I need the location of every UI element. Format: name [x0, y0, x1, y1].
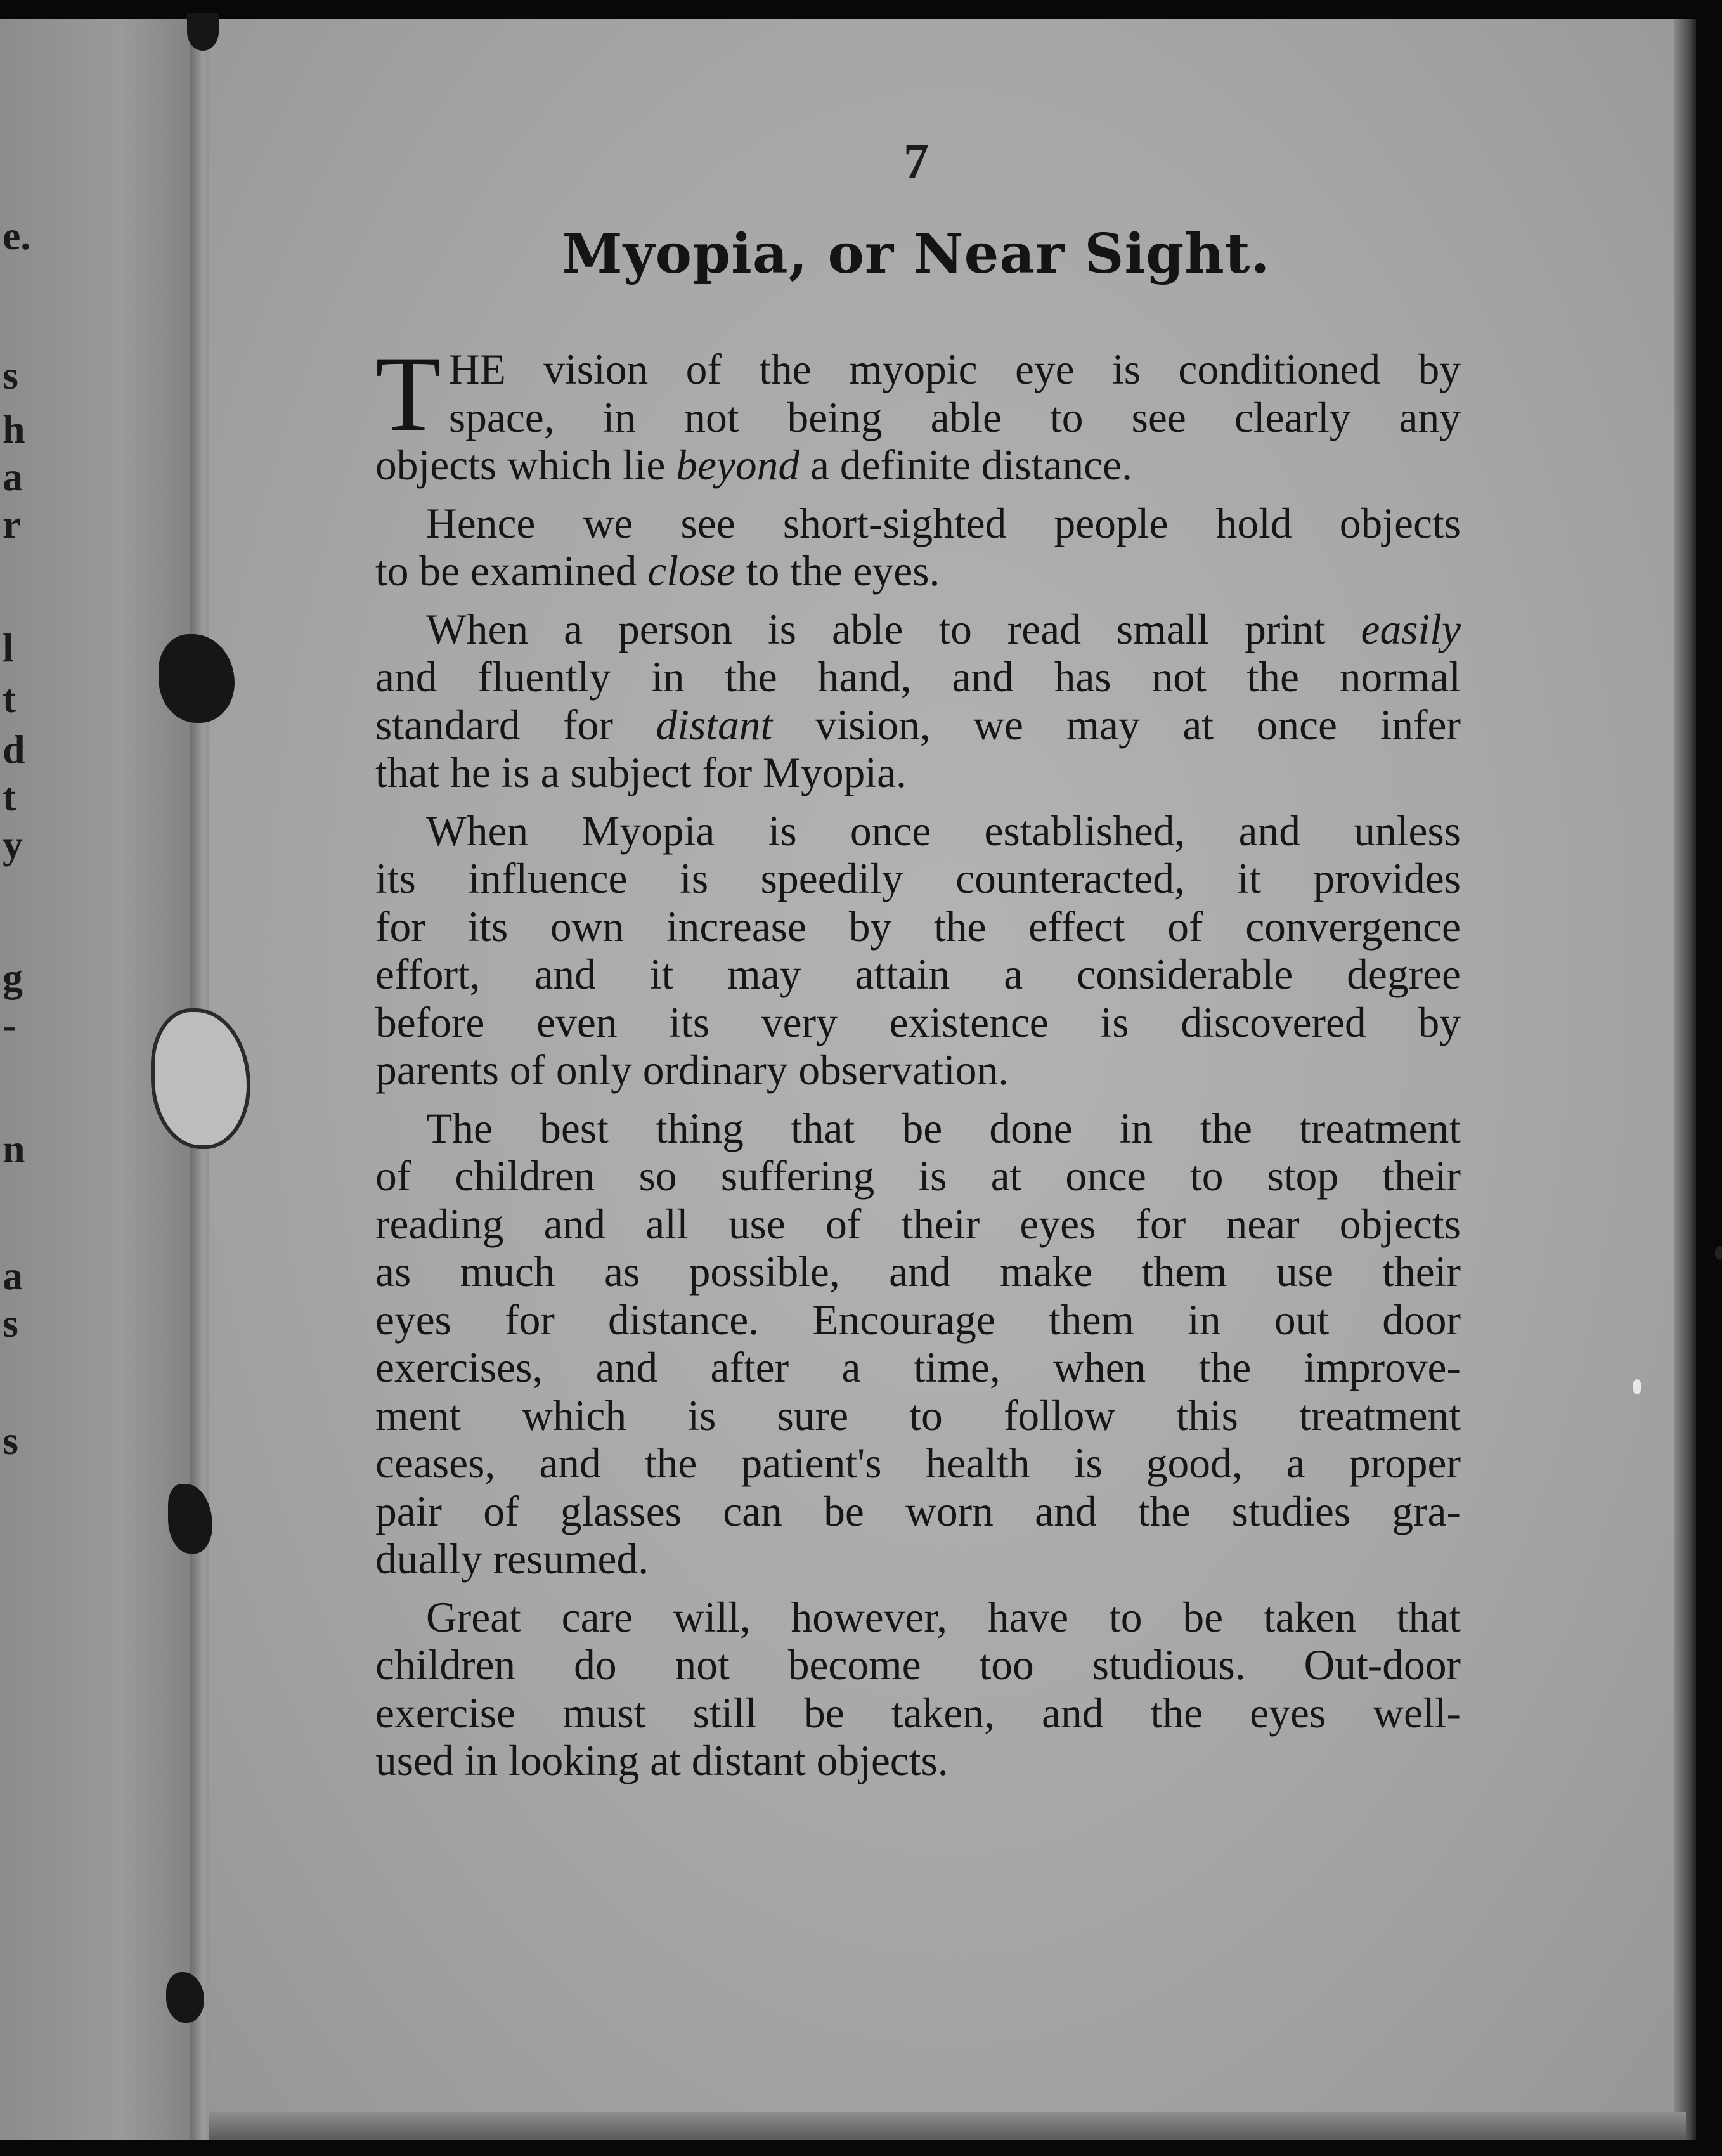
text-line [375, 903, 1461, 951]
text-run: vision, we may at once infer [772, 701, 1461, 749]
paragraph [375, 1105, 1461, 1583]
facing-page-fragment: a [3, 1253, 23, 1298]
text-line [375, 1439, 1461, 1488]
text-line [375, 1248, 1461, 1296]
text-line [375, 855, 1461, 903]
text-run: that he is a subject for Myopia. [375, 749, 907, 796]
text-line [375, 441, 1461, 490]
text-run: HE vision of the myopic eye is conditioned by [448, 346, 1461, 393]
left-page-text-fragments [0, 0, 38, 2156]
text-line [375, 1200, 1461, 1249]
text-line [375, 1689, 1461, 1737]
text-run: effort, and it may attain a considerable degree [375, 951, 1461, 998]
facing-page-fragment: l [3, 625, 14, 670]
text-line [375, 1641, 1461, 1689]
text-run: dually resumed. [375, 1535, 649, 1583]
paragraph [375, 500, 1461, 595]
text-run: before even its very existence is discovered by [375, 998, 1461, 1046]
italic-word: easily [1361, 605, 1461, 653]
text-line [375, 1046, 1461, 1094]
facing-page-fragment: s [3, 353, 18, 398]
article-body [375, 334, 1461, 1795]
ink-speck [1715, 1246, 1722, 1260]
text-line [375, 394, 1461, 442]
text-run: exercises, and after a time, when the improve- [375, 1344, 1461, 1391]
text-line [375, 1152, 1461, 1200]
text-line [375, 1737, 1461, 1785]
facing-page-fragment: s [3, 1418, 18, 1463]
text-line [375, 749, 1461, 797]
text-run: to the eyes. [735, 547, 940, 595]
text-line [375, 1488, 1461, 1536]
top-binding-notch [187, 13, 219, 51]
text-run: its influence is speedily counteracted, it provides [375, 855, 1461, 902]
page-number: 7 [903, 134, 929, 190]
text-run: When a person is able to read small print [426, 605, 1361, 653]
text-line [375, 951, 1461, 999]
text-run: pair of glasses can be worn and the studies gra- [375, 1487, 1461, 1535]
facing-page-fragment: t [3, 676, 16, 721]
text-line [375, 606, 1461, 654]
facing-page-fragment: s [3, 1301, 18, 1346]
facing-page-fragment: h [3, 406, 25, 451]
text-run: and fluently in the hand, and has not the normal [375, 653, 1461, 701]
text-line [375, 1594, 1461, 1642]
facing-page-fragment: r [3, 502, 21, 547]
facing-page-fragment: - [3, 1003, 16, 1048]
text-line [375, 500, 1461, 548]
facing-page-fragment: g [3, 955, 23, 1000]
text-line [375, 1535, 1461, 1583]
text-line [375, 1392, 1461, 1440]
facing-page-fragment: d [3, 727, 25, 772]
text-run: The best thing that be done in the treatment [426, 1104, 1461, 1152]
text-run: children do not become too studious. Out-door [375, 1641, 1461, 1689]
paragraph [375, 1594, 1461, 1785]
ink-speck [1633, 1379, 1641, 1394]
text-line [375, 1344, 1461, 1392]
facing-page-fragment: e. [3, 213, 31, 258]
text-run: Great care will, however, have to be taken that [426, 1593, 1461, 1641]
text-run: objects which lie [375, 441, 676, 489]
text-run: standard for [375, 701, 656, 749]
italic-word: beyond [676, 441, 800, 489]
paragraph [375, 606, 1461, 797]
text-run: When Myopia is once established, and unless [426, 807, 1461, 855]
facing-page-fragment: n [3, 1126, 25, 1171]
text-line [375, 1296, 1461, 1344]
paragraph [375, 334, 1461, 490]
text-line [375, 653, 1461, 701]
paragraph [375, 807, 1461, 1094]
text-line [375, 346, 1461, 394]
text-run: space, in not being able to see clearly any [448, 393, 1461, 441]
text-run: used in looking at distant objects. [375, 1737, 948, 1784]
text-run: ceases, and the patient's health is good, a proper [375, 1439, 1461, 1487]
facing-page-fragment: a [3, 454, 23, 499]
facing-page-fragment: y [3, 822, 23, 867]
page-bottom-edge [209, 2112, 1686, 2140]
text-line [375, 999, 1461, 1047]
text-line [375, 701, 1461, 750]
text-line [375, 807, 1461, 855]
page-title: Myopia, or Near Sight. [562, 222, 1271, 286]
page-edge-shadow [1674, 19, 1696, 2140]
text-line [375, 547, 1461, 595]
text-run: parents of only ordinary observation. [375, 1046, 1009, 1094]
text-run: Hence we see short-sighted people hold objects [426, 499, 1461, 547]
text-run: exercise must still be taken, and the eyes well- [375, 1689, 1461, 1737]
facing-page-fragment: t [3, 774, 16, 819]
italic-word: distant [656, 701, 773, 749]
text-run: to be examined [375, 547, 648, 595]
text-run: eyes for distance. Encourage them in out door [375, 1296, 1461, 1344]
text-run: for its own increase by the effect of convergence [375, 902, 1461, 951]
italic-word: close [647, 547, 735, 595]
text-run: a definite distance. [800, 441, 1132, 489]
text-run: reading and all use of their eyes for near objects [375, 1200, 1461, 1248]
text-run: as much as possible, and make them use their [375, 1248, 1461, 1296]
text-run: of children so suffering is at once to stop their [375, 1152, 1461, 1200]
text-run: ment which is sure to follow this treatment [375, 1391, 1461, 1439]
text-line [375, 1105, 1461, 1153]
drop-cap: T [375, 334, 441, 453]
